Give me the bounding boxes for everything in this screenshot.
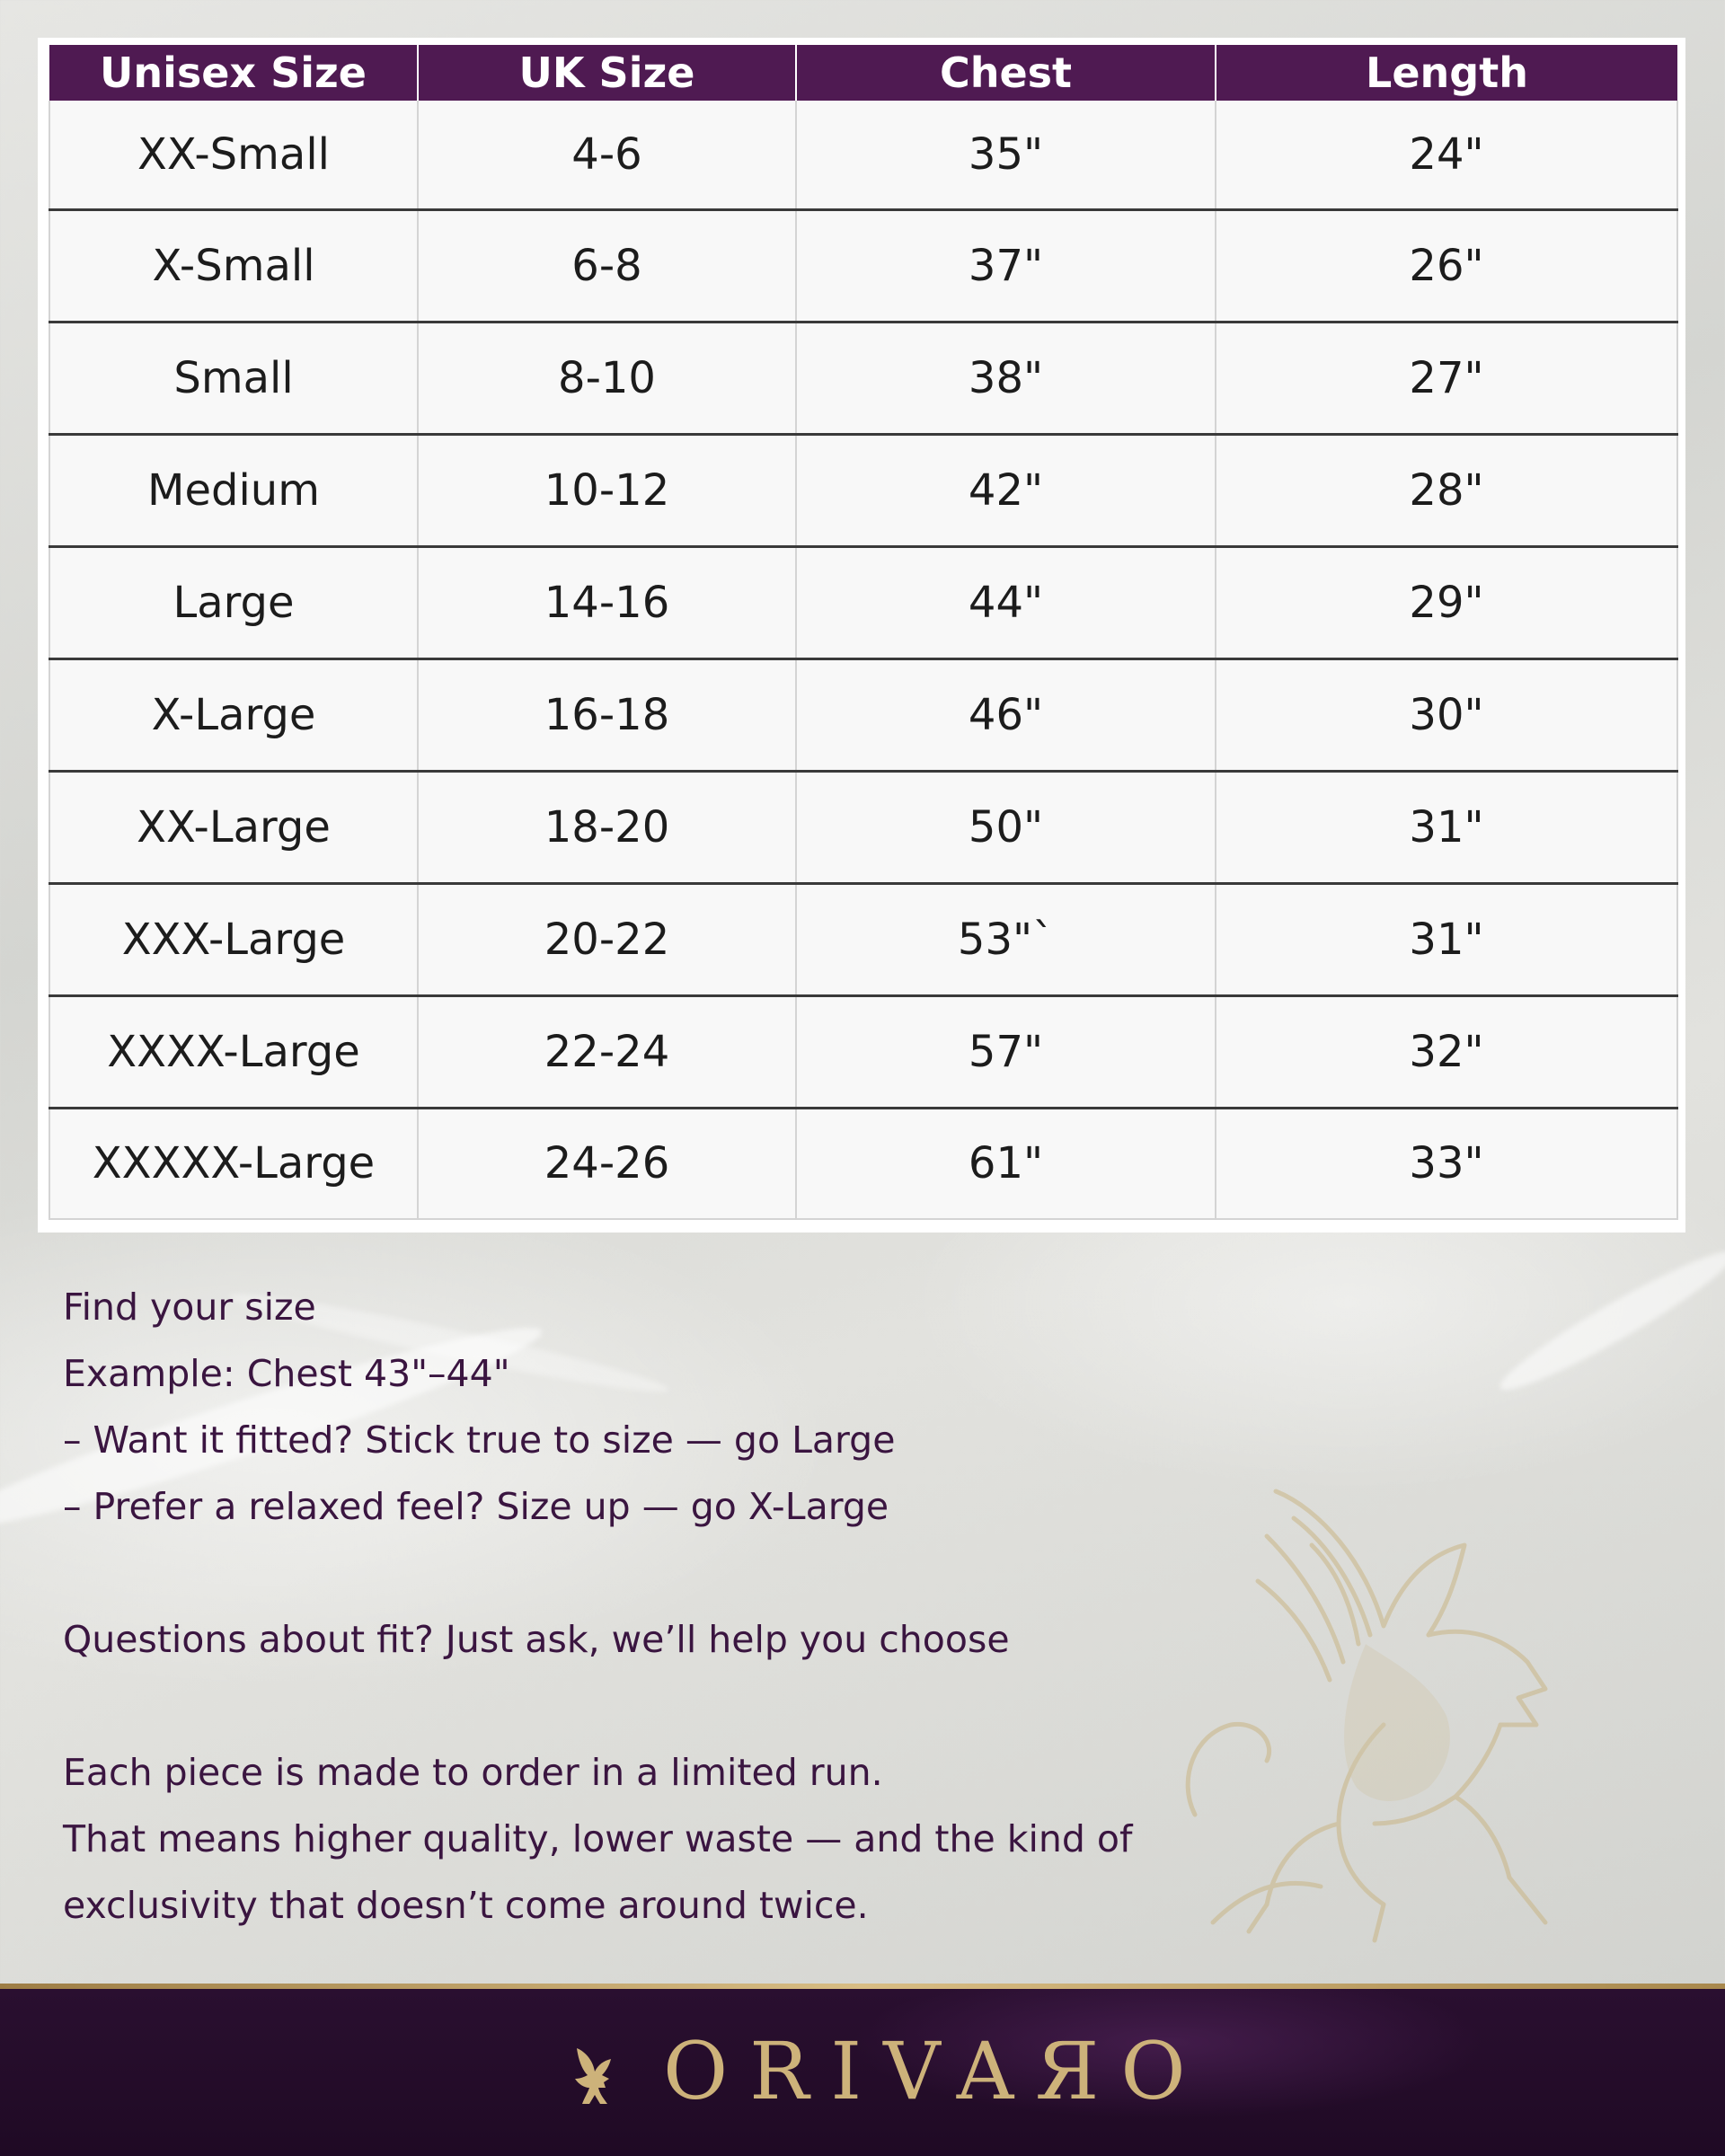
cell-unisex-size: X-Large [49,658,418,771]
header-uk-size: UK Size [418,45,796,101]
table-row [49,323,1677,435]
table-header-row [49,45,1677,101]
cell-unisex-size: X-Small [49,210,418,323]
griffin-watermark-icon [1159,1455,1662,1958]
cell-uk-size: 16-18 [418,658,796,771]
spacer [63,1673,1321,1739]
cell-length: 30" [1216,658,1677,771]
cell-unisex-size: Small [49,323,418,435]
guide-relaxed-tip: – Prefer a relaxed feel? Size up — go X-Large [63,1485,889,1528]
guide-made-to-order: Each piece is made to order in a limited run. [63,1751,883,1794]
table-row [49,883,1677,995]
cell-uk-size: 14-16 [418,547,796,659]
size-chart [38,38,1685,1233]
table-row [49,435,1677,547]
cell-chest: 61" [796,1108,1216,1219]
cell-length: 24" [1216,101,1677,210]
cell-uk-size: 4-6 [418,101,796,210]
cell-length: 27" [1216,323,1677,435]
cell-length: 31" [1216,883,1677,995]
table-row [49,547,1677,659]
cell-unisex-size: XX-Small [49,101,418,210]
guide-quality-line-2: exclusivity that doesn’t come around twice. [63,1884,869,1927]
guide-quality-line-1: That means higher quality, lower waste — and the kind of [63,1817,1133,1860]
size-guide-text [63,1274,1321,1939]
cell-chest: 37" [796,210,1216,323]
table-row [49,995,1677,1108]
guide-example: Example: Chest 43"–44" [63,1352,510,1395]
cell-uk-size: 22-24 [418,995,796,1108]
size-table [49,45,1678,1220]
header-chest: Chest [796,45,1216,101]
table-row [49,101,1677,210]
table-row [49,658,1677,771]
cell-length: 33" [1216,1108,1677,1219]
cell-unisex-size: Medium [49,435,418,547]
brand-wordmark: ORIVAЯO [663,2025,1208,2117]
guide-fitted-tip: – Want it fitted? Stick true to size — go Large [63,1418,896,1462]
cell-chest: 44" [796,547,1216,659]
cell-unisex-size: XXX-Large [49,883,418,995]
cell-length: 26" [1216,210,1677,323]
header-unisex-size: Unisex Size [49,45,418,101]
cell-unisex-size: Large [49,547,418,659]
spacer [63,1540,1321,1606]
cell-chest: 35" [796,101,1216,210]
table-row [49,1108,1677,1219]
guide-questions: Questions about fit? Just ask, we’ll help you choose [63,1618,1010,1661]
cell-length: 29" [1216,547,1677,659]
cell-uk-size: 6-8 [418,210,796,323]
cell-chest: 46" [796,658,1216,771]
header-length: Length [1216,45,1677,101]
cell-chest: 57" [796,995,1216,1108]
cell-chest: 50" [796,771,1216,883]
cell-chest: 38" [796,323,1216,435]
cell-length: 31" [1216,771,1677,883]
griffin-icon [564,2043,625,2107]
table-row [49,771,1677,883]
cell-unisex-size: XXXX-Large [49,995,418,1108]
table-row [49,210,1677,323]
cell-unisex-size: XX-Large [49,771,418,883]
cell-chest: 42" [796,435,1216,547]
background-streak [1491,1238,1725,1404]
cell-uk-size: 10-12 [418,435,796,547]
guide-heading: Find your size [63,1286,316,1329]
cell-length: 28" [1216,435,1677,547]
cell-uk-size: 8-10 [418,323,796,435]
cell-uk-size: 18-20 [418,771,796,883]
cell-chest: 53"` [796,883,1216,995]
cell-unisex-size: XXXXX-Large [49,1108,418,1219]
brand-footer [0,1989,1725,2156]
cell-uk-size: 20-22 [418,883,796,995]
cell-uk-size: 24-26 [418,1108,796,1219]
cell-length: 32" [1216,995,1677,1108]
